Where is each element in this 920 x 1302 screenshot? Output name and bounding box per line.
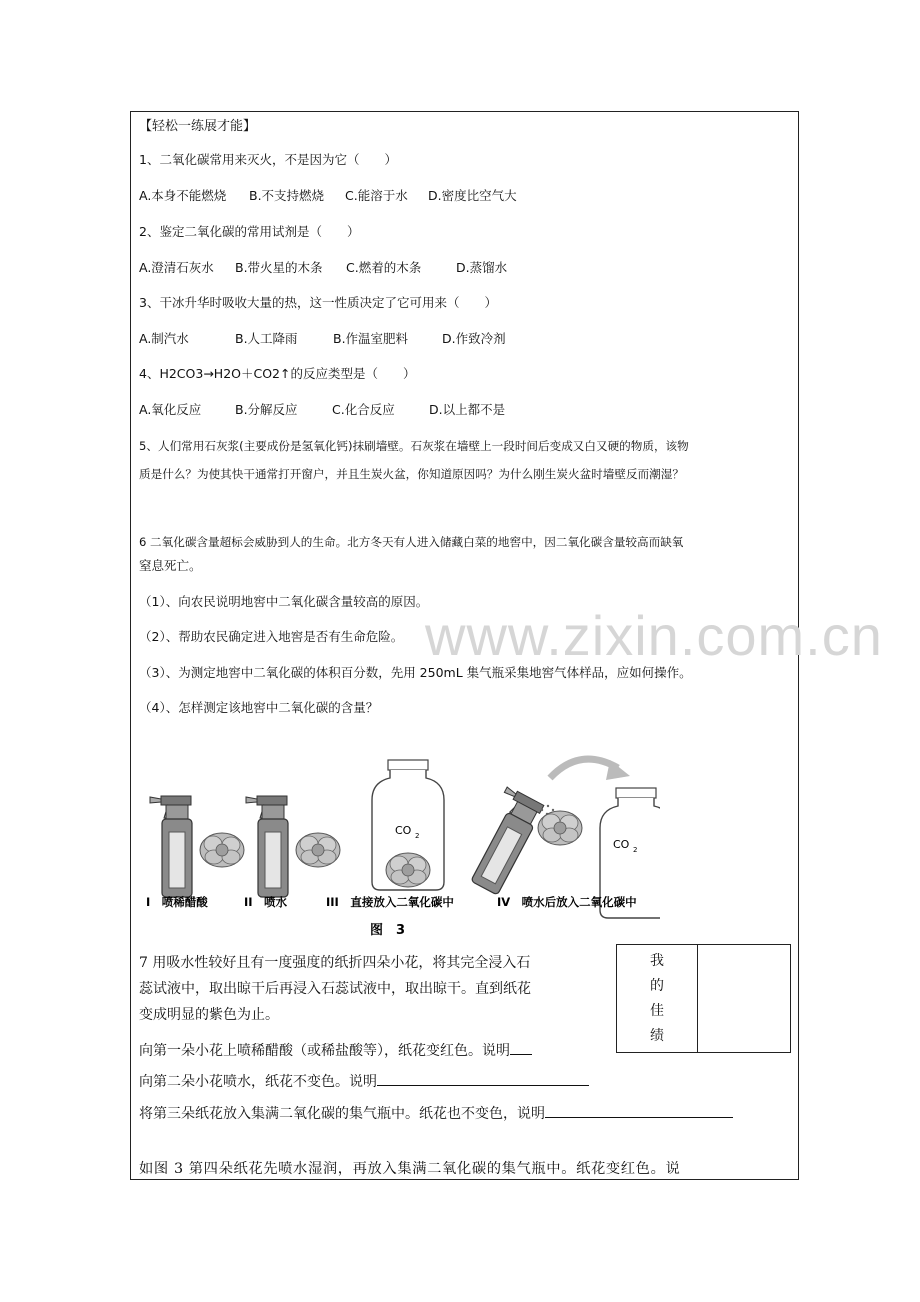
q2-option-b: B.带火星的木条 bbox=[235, 260, 323, 275]
caption-i: I 喷稀醋酸 bbox=[146, 895, 208, 909]
q4-option-a: A.氧化反应 bbox=[139, 402, 202, 417]
q5-line2: 质是什么？为使其快干通常打开窗户，并且生炭火盆，你知道原因吗？为什么刚生炭火盆时墙壁反而潮湿？ bbox=[139, 467, 684, 481]
q2-options bbox=[139, 260, 507, 276]
q7-statement-2-text: 向第二朵小花喷水，纸花不变色。说明 bbox=[139, 1074, 377, 1090]
q7-line3: 变成明显的紫色为止。 bbox=[139, 1007, 279, 1023]
q1-option-d: D.密度比空气大 bbox=[428, 188, 517, 203]
q7-line2: 蕊试液中，取出晾干后再浸入石蕊试液中，取出晾干。直到纸花 bbox=[139, 981, 531, 997]
q7-statement-1 bbox=[139, 1040, 532, 1060]
q6-sub3: （3）、为测定地窖中二氧化碳的体积百分数，先用 250mL 集气瓶采集地窖气体样品，应如何操作。 bbox=[139, 665, 692, 680]
q1-stem: 1、二氧化碳常用来灭火，不是因为它（ ） bbox=[139, 152, 397, 167]
q1-option-b: B.不支持燃烧 bbox=[249, 188, 325, 203]
q6-line2: 窒息死亡。 bbox=[139, 558, 202, 573]
q7-statement-3-text: 将第三朵纸花放入集满二氧化碳的集气瓶中。纸花也不变色，说明 bbox=[139, 1106, 545, 1122]
q6-sub4: （4）、怎样测定该地窖中二氧化碳的含量？ bbox=[139, 700, 379, 715]
q4-stem: 4、H2CO3→H2O＋CO2↑的反应类型是（ ） bbox=[139, 366, 416, 381]
q6-sub1: （1）、向农民说明地窖中二氧化碳含量较高的原因。 bbox=[139, 594, 429, 609]
score-label-char-1: 我 bbox=[650, 953, 664, 969]
figure-title: 图 3 bbox=[370, 923, 406, 938]
answer-blank-1[interactable] bbox=[510, 1040, 532, 1055]
q4-option-d: D.以上都不是 bbox=[429, 402, 506, 417]
q1-options bbox=[139, 188, 517, 204]
jar-3-label-sub: 2 bbox=[415, 832, 420, 840]
q3-stem: 3、干冰升华时吸收大量的热，这一性质决定了它可用来（ ） bbox=[139, 295, 497, 310]
q7-statement-3 bbox=[139, 1103, 733, 1123]
answer-blank-2[interactable] bbox=[377, 1071, 589, 1086]
q1-option-a: A.本身不能燃烧 bbox=[139, 188, 227, 203]
jar-3-label: CO bbox=[395, 824, 412, 837]
q3-options bbox=[139, 331, 506, 347]
q7-statement-2 bbox=[139, 1071, 589, 1091]
flower-2-icon bbox=[296, 833, 340, 867]
caption-ii: II 喷水 bbox=[244, 895, 288, 909]
sprayer-4-icon bbox=[460, 786, 545, 895]
caption-iv: IV 喷水后放入二氧化碳中 bbox=[497, 895, 637, 909]
q4-option-b: B.分解反应 bbox=[235, 402, 298, 417]
q1-option-c: C.能溶于水 bbox=[345, 188, 408, 203]
answer-blank-3[interactable] bbox=[545, 1103, 733, 1118]
q7-line1: 7 用吸水性较好且有一度强度的纸折四朵小花，将其完全浸入石 bbox=[139, 955, 531, 971]
curved-arrow-icon bbox=[550, 759, 630, 780]
q5-line1: 5、人们常用石灰浆(主要成份是氢氧化钙)抹刷墙壁。石灰浆在墙壁上一段时间后变成又白又硬的物质，该物 bbox=[139, 439, 689, 453]
q6-line1: 6 二氧化碳含量超标会威胁到人的生命。北方冬天有人进入储藏白菜的地窖中，因二氧化碳含量较高而缺氧 bbox=[139, 535, 684, 549]
jar-4-label-sub: 2 bbox=[633, 846, 638, 854]
q3-option-a: A.制汽水 bbox=[139, 331, 189, 346]
q4-options bbox=[139, 402, 505, 418]
score-label-char-2: 的 bbox=[650, 978, 664, 994]
q3-option-c: B.作温室肥料 bbox=[333, 331, 409, 346]
sprayer-1-icon bbox=[150, 796, 192, 897]
experiment-figure bbox=[140, 748, 660, 938]
watermark: www.zixin.com.cn bbox=[425, 604, 883, 667]
score-value-cell[interactable] bbox=[698, 945, 790, 1052]
q6-sub2: （2）、帮助农民确定进入地窖是否有生命危险。 bbox=[139, 629, 404, 644]
score-label bbox=[617, 945, 698, 1052]
section-title: 【轻松一练展才能】 bbox=[139, 119, 257, 134]
q3-option-b: B.人工降雨 bbox=[235, 331, 298, 346]
flower-3-icon bbox=[386, 853, 430, 887]
caption-iii: III 直接放入二氧化碳中 bbox=[326, 895, 454, 909]
q2-option-a: A.澄清石灰水 bbox=[139, 260, 214, 275]
q7-statement-1-text: 向第一朵小花上喷稀醋酸（或稀盐酸等），纸花变红色。说明 bbox=[139, 1043, 510, 1059]
q2-stem: 2、鉴定二氧化碳的常用试剂是（ ） bbox=[139, 224, 360, 239]
q4-option-c: C.化合反应 bbox=[332, 402, 395, 417]
score-label-char-4: 绩 bbox=[650, 1028, 664, 1044]
sprayer-2-icon bbox=[246, 796, 288, 897]
q3-option-d: D.作致冷剂 bbox=[442, 331, 506, 346]
q2-option-c: C.燃着的木条 bbox=[346, 260, 422, 275]
flower-1-icon bbox=[200, 833, 244, 867]
q7-statement-4: 如图 3 第四朵纸花先喷水湿润，再放入集满二氧化碳的集气瓶中。纸花变红色。说 bbox=[139, 1161, 681, 1177]
q2-option-d: D.蒸馏水 bbox=[456, 260, 508, 275]
score-box bbox=[616, 944, 791, 1053]
score-label-char-3: 佳 bbox=[650, 1003, 664, 1019]
flower-4-icon bbox=[538, 811, 582, 845]
jar-4-label: CO bbox=[613, 838, 630, 851]
